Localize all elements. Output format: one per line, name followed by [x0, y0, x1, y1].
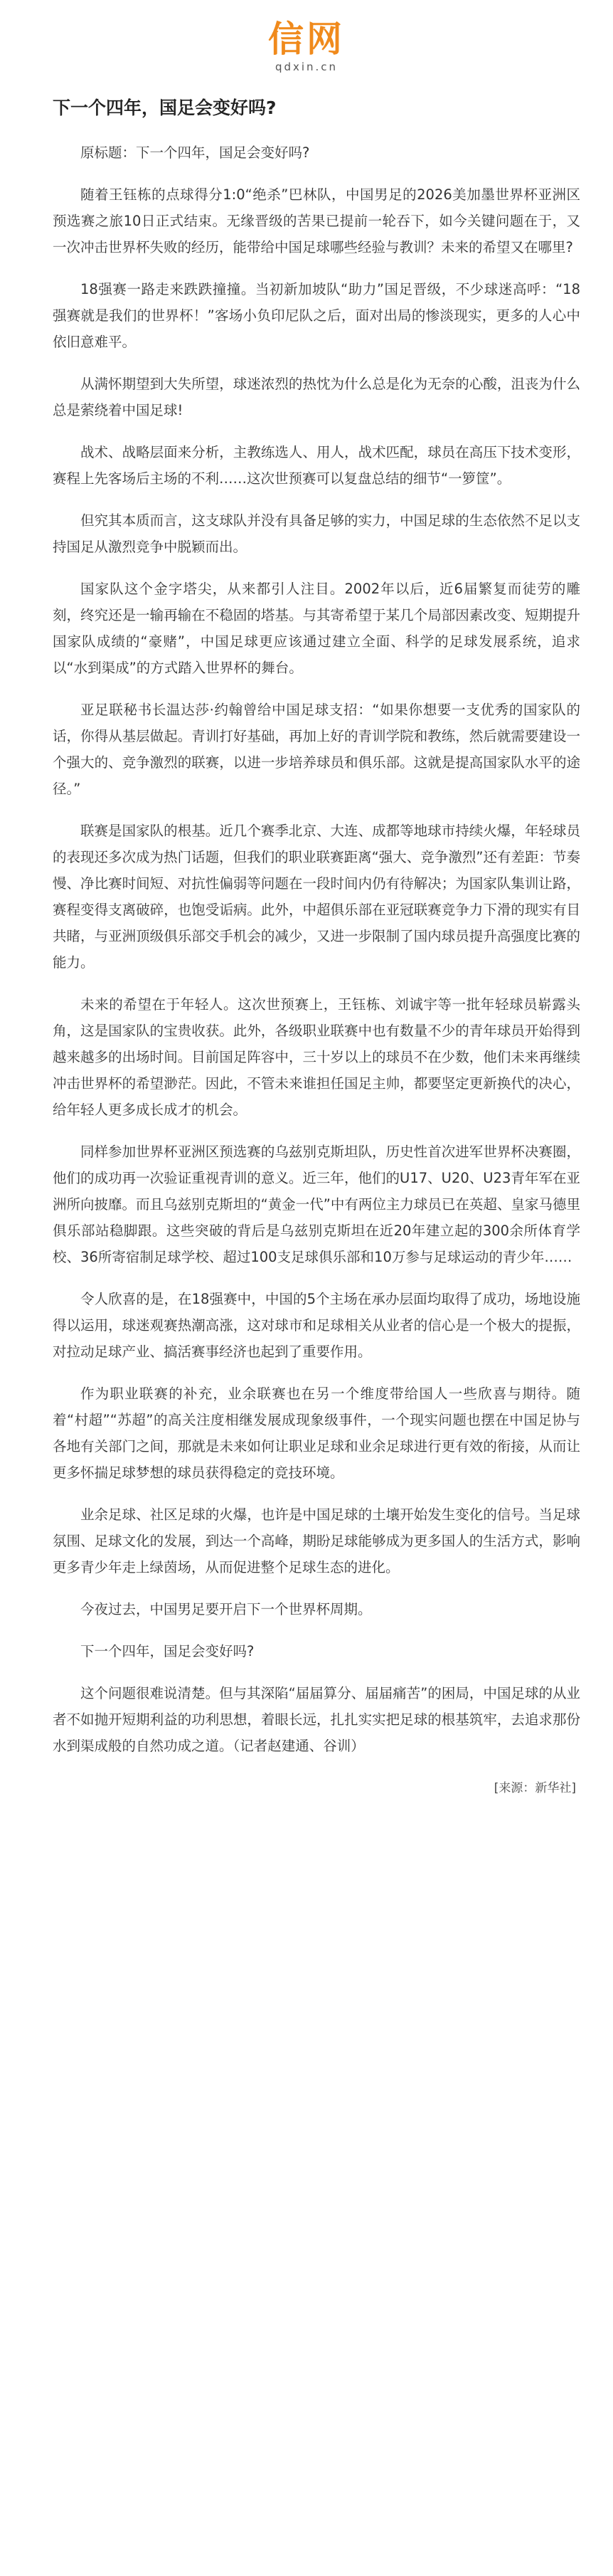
- paragraph: 作为职业联赛的补充，业余联赛也在另一个维度带给国人一些欣喜与期待。随着“村超”“苏超”的高关注度相继发展成现象级事件，一个现实问题也摆在中国足协与各地有关部门之间，那就是未来如何让职业足球和业余足球进行更有效的衔接，从而让更多怀揣足球梦想的球员获得稳定的竞技环境。: [53, 1385, 580, 1481]
- paragraph: 18强赛一路走来跌跌撞撞。当初新加坡队“助力”国足晋级，不少球迷高呼：“18强赛就是我们的世界杯！”客场小负印尼队之后，面对出局的惨淡现实，更多的人心中依旧意难平。: [53, 281, 580, 350]
- paragraph: 令人欣喜的是，在18强赛中，中国的5个主场在承办层面均取得了成功，场地设施得以运用，球迷观赛热潮高涨，这对球市和足球相关从业者的信心是一个极大的提振，对拉动足球产业、搞活赛事经济也起到了重要作用。: [53, 1291, 580, 1360]
- paragraph: 但究其本质而言，这支球队并没有具备足够的实力，中国足球的生态依然不足以支持国足从激烈竞争中脱颖而出。: [53, 512, 580, 555]
- site-logo[interactable]: [268, 19, 345, 59]
- paragraph: 这个问题很难说清楚。但与其深陷“届届算分、届届痛苦”的困局，中国足球的从业者不如抛开短期利益的功利思想，着眼长远，扎扎实实把足球的根基筑牢，去追求那份水到渠成般的自然功成之道。（记者赵建通、谷训）: [53, 1685, 580, 1754]
- paragraph: 同样参加世界杯亚洲区预选赛的乌兹别克斯坦队，历史性首次进军世界杯决赛圈，他们的成功再一次验证重视青训的意义。近三年，他们的U17、U20、U23青年军在亚洲所向披靡。而且乌兹别克斯坦的“黄金一代”中有两位主力球员已在英超、皇家马德里俱乐部站稳脚跟。这些突破的背后是乌兹别克斯坦在近20年建立起的300余所体育学校、36所寄宿制足球学校、超过100支足球俱乐部和10万参与足球运动的青少年……: [53, 1144, 580, 1265]
- paragraph: 随着王钰栋的点球得分1:0“绝杀”巴林队，中国男足的2026美加墨世界杯亚洲区预选赛之旅10日正式结束。无缘晋级的苦果已提前一轮吞下，如今关键问题在于，又一次冲击世界杯失败的经历，能带给中国足球哪些经验与教训？未来的希望又在哪里?: [53, 186, 580, 255]
- paragraph: 国家队这个金字塔尖，从来都引人注目。2002年以后，近6届繁复而徒劳的雕刻，终究还是一输再输在不稳固的塔基。与其寄希望于某几个局部因素改变、短期提升国家队成绩的“豪赌”，中国足球更应该通过建立全面、科学的足球发展系统，追求以“水到渠成”的方式踏入世界杯的舞台。: [53, 581, 580, 676]
- paragraph-original-title: 原标题：下一个四年，国足会变好吗?: [80, 144, 310, 161]
- paragraph: 联赛是国家队的根基。近几个赛季北京、大连、成都等地球市持续火爆，年轻球员的表现还多次成为热门话题，但我们的职业联赛距离“强大、竞争激烈”还有差距：节奏慢、净比赛时间短、对抗性偏弱等问题在一段时间内仍有待解决；为国家队集训让路，赛程变得支离破碎，也饱受诟病。此外，中超俱乐部在亚冠联赛竞争力下滑的现实有目共睹，与亚洲顶级俱乐部交手机会的减少，又进一步限制了国内球员提升高强度比赛的能力。: [53, 823, 580, 971]
- paragraph: 下一个四年，国足会变好吗?: [80, 1643, 255, 1659]
- article-title: 下一个四年，国足会变好吗?: [53, 97, 277, 118]
- logo-text: 信网: [268, 19, 345, 60]
- paragraph: 从满怀期望到大失所望，球迷浓烈的热忱为什么总是化为无奈的心酸，沮丧为什么总是萦绕着中国足球!: [53, 376, 580, 418]
- site-header: [0, 0, 613, 85]
- article-body: [0, 95, 613, 1795]
- paragraph: 未来的希望在于年轻人。这次世预赛上，王钰栋、刘诚宇等一批年轻球员崭露头角，这是国家队的宝贵收获。此外，各级职业联赛中也有数量不少的青年球员开始得到越来越多的出场时间。目前国足阵容中，三十岁以上的球员不在少数，他们未来再继续冲击世界杯的希望渺茫。因此，不管未来谁担任国足主帅，都要坚定更新换代的决心，给年轻人更多成长成才的机会。: [53, 996, 580, 1118]
- paragraph: 业余足球、社区足球的火爆，也许是中国足球的土壤开始发生变化的信号。当足球氛围、足球文化的发展，到达一个高峰，期盼足球能够成为更多国人的生活方式，影响更多青少年走上绿茵场，从而促进整个足球生态的进化。: [53, 1506, 580, 1575]
- paragraph: 今夜过去，中国男足要开启下一个世界杯周期。: [80, 1601, 372, 1617]
- paragraph: 战术、战略层面来分析，主教练选人、用人，战术匹配，球员在高压下技术变形，赛程上先客场后主场的不利……这次世预赛可以复盘总结的细节“一箩筐”。: [53, 444, 580, 487]
- paragraph: 亚足联秘书长温达莎·约翰曾给中国足球支招：“如果你想要一支优秀的国家队的话，你得从基层做起。青训打好基础，再加上好的青训学院和教练，然后就需要建设一个强大的、竞争激烈的联赛，以进一步培养球员和俱乐部。这就是提高国家队水平的途径。”: [53, 702, 580, 797]
- article-source: [来源：新华社]: [494, 1781, 576, 1795]
- logo-domain: qdxin.cn: [274, 60, 339, 73]
